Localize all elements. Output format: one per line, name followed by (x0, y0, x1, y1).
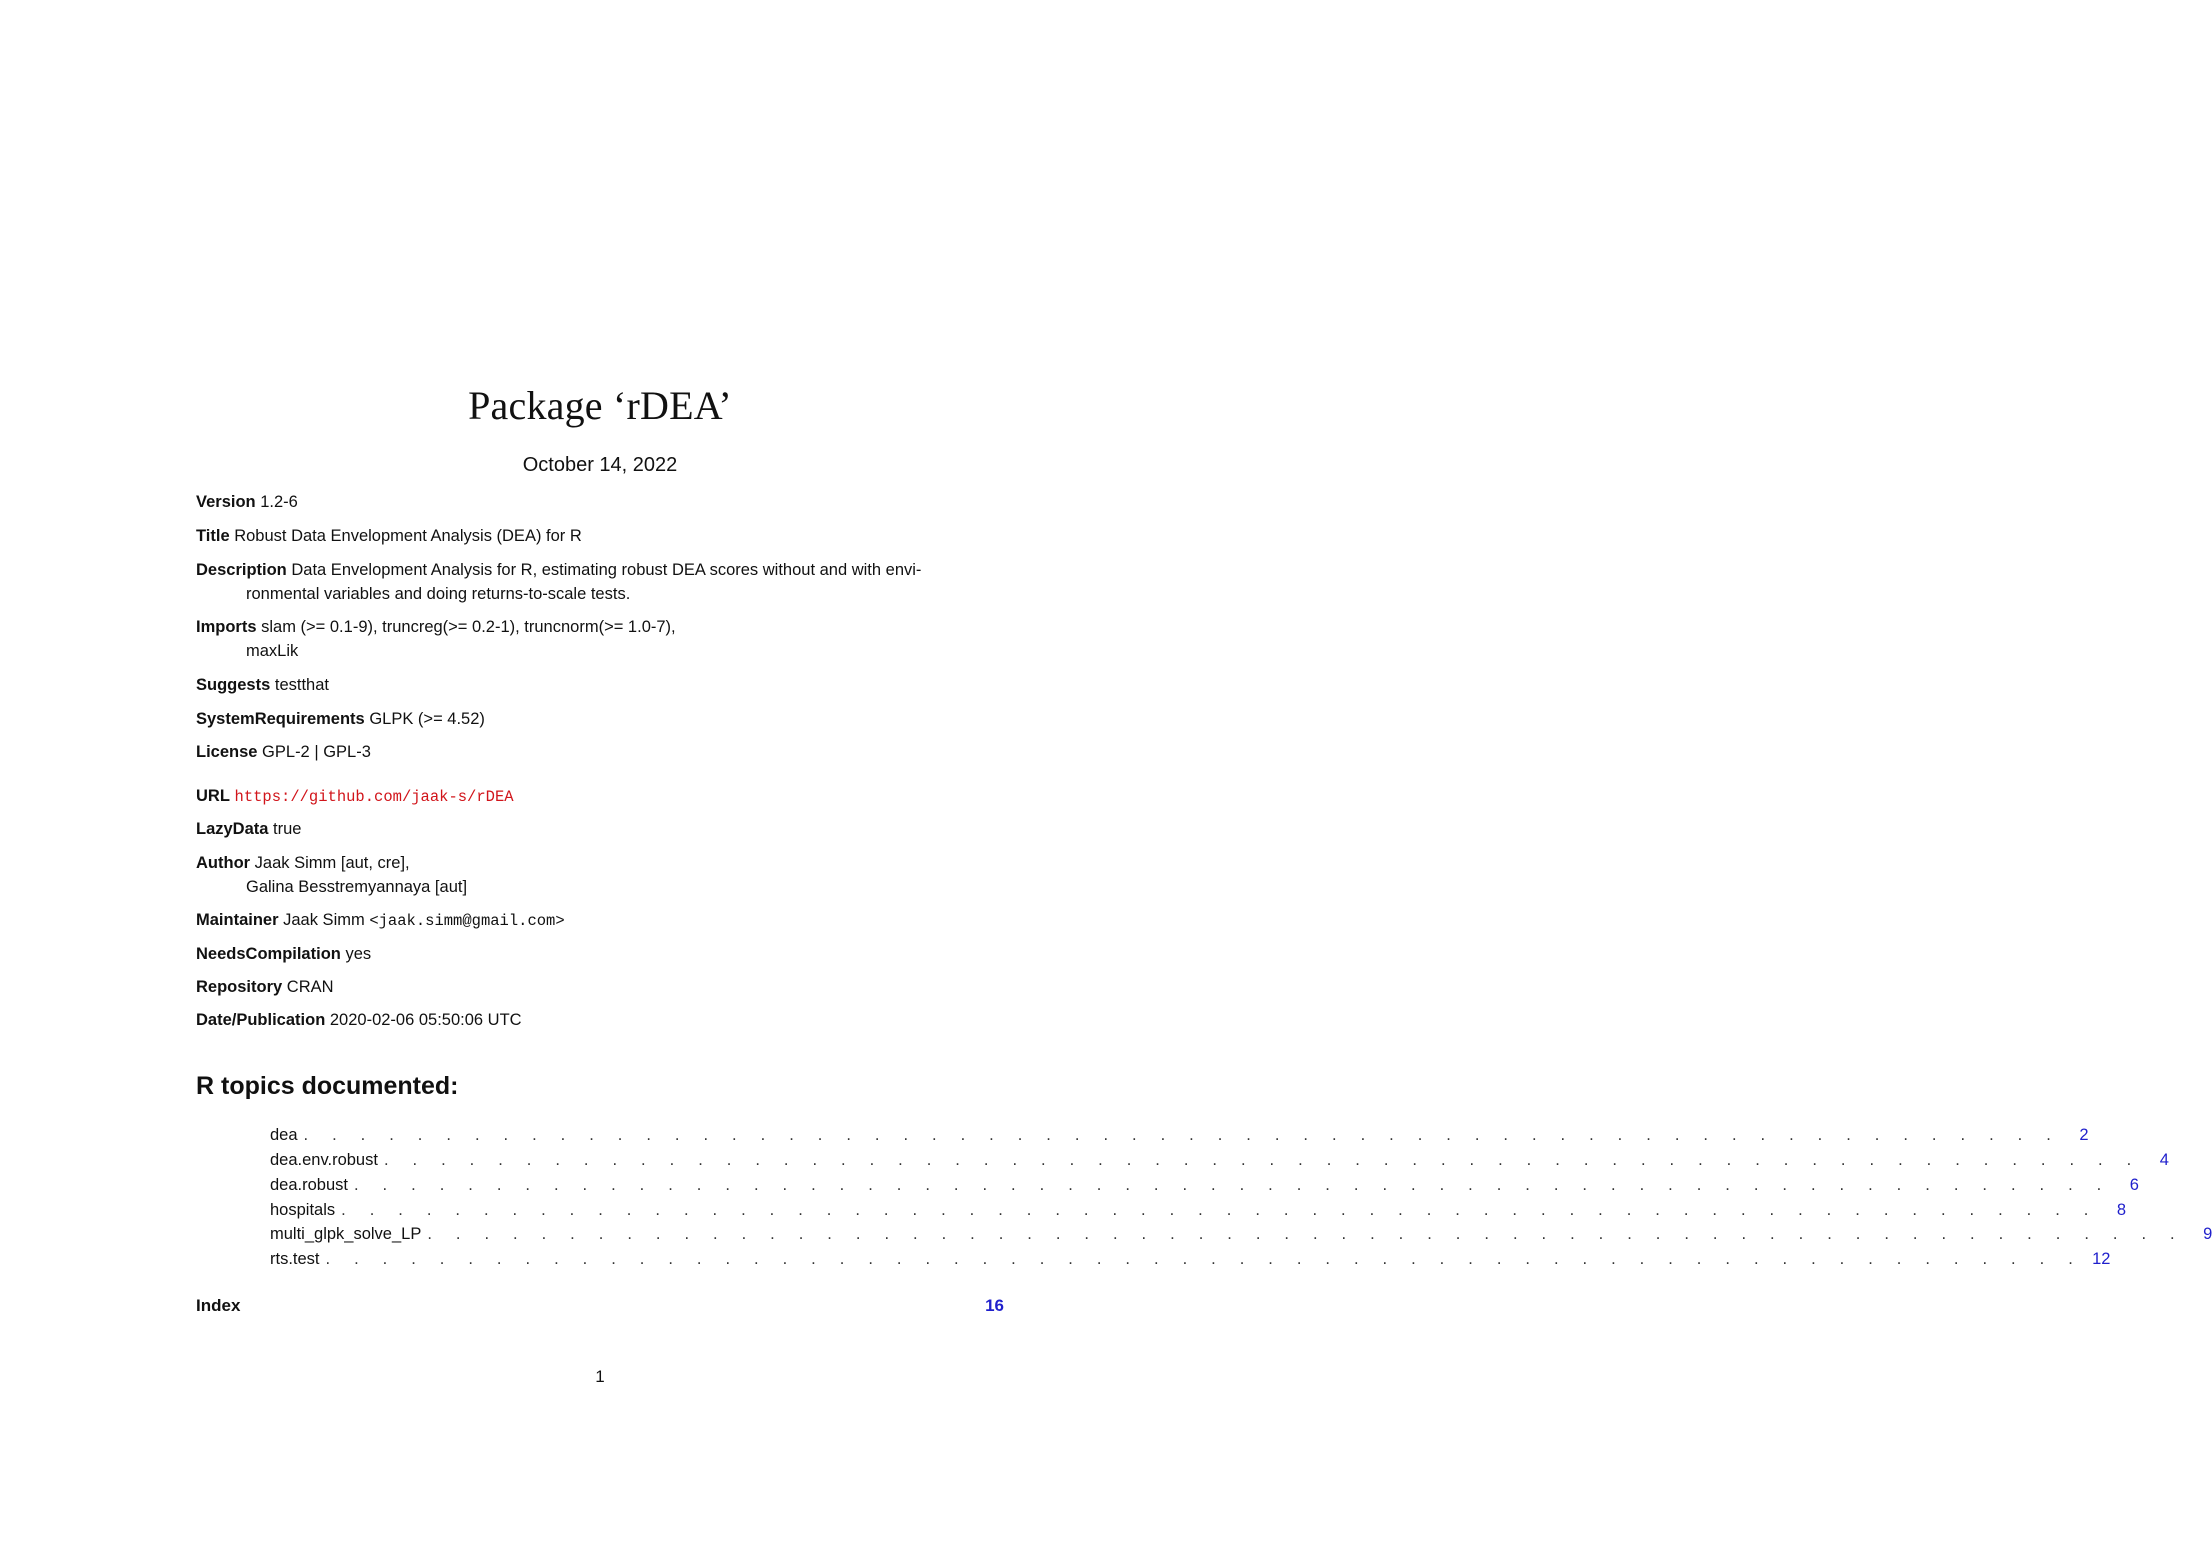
toc-leader-dots: . . . . . . . . . . . . . . . . . . . . . . . . . . . . . . . . . . . . . . . . . . . . . . . . . . . . . . . . . . . . . . (353, 1176, 2111, 1194)
field-value: 1.2-6 (260, 493, 298, 511)
field-repository (196, 975, 1006, 999)
toc-page-link[interactable]: 12 (2092, 1250, 2111, 1268)
toc-page-link[interactable]: 4 (2159, 1151, 2169, 1169)
toc-page-link[interactable]: 9 (2203, 1225, 2212, 1243)
index-label[interactable]: Index (196, 1296, 241, 1315)
field-value: Jaak Simm [aut, cre], (254, 854, 410, 872)
field-value: Robust Data Envelopment Analysis (DEA) for R (234, 527, 582, 545)
toc-entry-name[interactable]: dea.env.robust (270, 1151, 378, 1169)
topics-heading: R topics documented: (196, 1072, 459, 1100)
field-value-continuation: Galina Besstremyannaya [aut] (246, 878, 468, 896)
field-label: NeedsCompilation (196, 945, 341, 963)
toc-entry-rts-test[interactable] (270, 1250, 2111, 1274)
field-label: Author (196, 854, 251, 872)
field-value-continuation: ronmental variables and doing returns-to-scale tests. (246, 585, 631, 603)
toc-page-link[interactable]: 2 (2079, 1126, 2089, 1144)
field-maintainer (196, 908, 1006, 933)
index-entry[interactable] (196, 1296, 1004, 1316)
toc-leader-dots: . . . . . . . . . . . . . . . . . . . . . . . . . . . . . . . . . . . . . . . . . . . . . . . . . . . . . . . . . . . . . . (325, 1250, 2083, 1268)
page-title: Package ‘rDEA’ (468, 383, 732, 428)
field-label: URL (196, 787, 230, 805)
field-license (196, 740, 1006, 764)
field-system-requirements (196, 707, 1006, 731)
url-link[interactable]: https://github.com/jaak-s/rDEA (234, 788, 514, 806)
toc-entry-hospitals[interactable] (270, 1201, 2127, 1225)
field-value: 2020-02-06 05:50:06 UTC (329, 1011, 522, 1029)
field-url (196, 784, 1006, 809)
field-label: Imports (196, 618, 257, 636)
field-value: slam (>= 0.1-9), truncreg(>= 0.2-1), truncnorm(>= 1.0-7), (261, 618, 676, 636)
field-version (196, 490, 1006, 514)
toc-leader-dots: . . . . . . . . . . . . . . . . . . . . . . . . . . . . . . . . . . . . . . . . . . . . . . . . . . . . . . . . . . . . . . (383, 1151, 2141, 1169)
field-value: GPL-2 | GPL-3 (262, 743, 371, 761)
field-label: Repository (196, 978, 283, 996)
toc-entry-dea-env-robust[interactable] (270, 1151, 2169, 1175)
toc-entry-dea[interactable] (270, 1126, 2089, 1150)
field-description (196, 558, 1006, 606)
toc-entry-name[interactable]: hospitals (270, 1201, 336, 1219)
toc-entry-name[interactable]: multi_glpk_solve_LP (270, 1225, 422, 1243)
field-value: CRAN (286, 978, 334, 996)
index-page-link[interactable]: 16 (985, 1296, 1004, 1315)
field-lazy-data (196, 817, 1006, 841)
field-value: true (273, 820, 302, 838)
field-imports (196, 615, 1006, 663)
toc-page-link[interactable]: 6 (2129, 1176, 2139, 1194)
toc-leader-dots: . . . . . . . . . . . . . . . . . . . . . . . . . . . . . . . . . . . . . . . . . . . . . . . . . . . . . . . . . . . . . . (427, 1225, 2185, 1243)
toc-leader-dots: . . . . . . . . . . . . . . . . . . . . . . . . . . . . . . . . . . . . . . . . . . . . . . . . . . . . . . . . . . . . . . (303, 1126, 2061, 1144)
toc-entry-name[interactable]: dea (270, 1126, 298, 1144)
field-author (196, 851, 1006, 899)
field-value: GLPK (>= 4.52) (369, 710, 485, 728)
field-needs-compilation (196, 942, 1006, 966)
field-label: LazyData (196, 820, 269, 838)
field-label: Description (196, 561, 287, 579)
toc-leader-dots: . . . . . . . . . . . . . . . . . . . . . . . . . . . . . . . . . . . . . . . . . . . . . . . . . . . . . . . . . . . . . . (341, 1201, 2099, 1219)
page-date: October 14, 2022 (522, 454, 678, 476)
toc-entry-name[interactable]: rts.test (270, 1250, 320, 1268)
field-date-publication (196, 1008, 1006, 1032)
field-label: Date/Publication (196, 1011, 326, 1029)
field-suggests (196, 673, 1006, 697)
field-title (196, 524, 1006, 548)
field-label: Title (196, 527, 230, 545)
field-value-continuation: maxLik (246, 642, 299, 660)
field-label: Suggests (196, 676, 271, 694)
toc-entry-dea-robust[interactable] (270, 1176, 2139, 1200)
page-number: 1 (595, 1367, 605, 1386)
toc-entry-name[interactable]: dea.robust (270, 1176, 348, 1194)
field-label: Maintainer (196, 911, 279, 929)
field-value: Data Envelopment Analysis for R, estimating robust DEA scores without and with envi- (291, 561, 922, 579)
field-label: Version (196, 493, 256, 511)
field-label: License (196, 743, 258, 761)
field-value: testthat (274, 676, 329, 694)
maintainer-name: Jaak Simm (283, 911, 365, 929)
toc-entry-multi-glpk-solve-lp[interactable] (270, 1225, 2212, 1249)
toc-page-link[interactable]: 8 (2116, 1201, 2127, 1219)
field-value: yes (345, 945, 372, 963)
maintainer-email: <jaak.simm@gmail.com> (369, 912, 565, 930)
field-label: SystemRequirements (196, 710, 365, 728)
